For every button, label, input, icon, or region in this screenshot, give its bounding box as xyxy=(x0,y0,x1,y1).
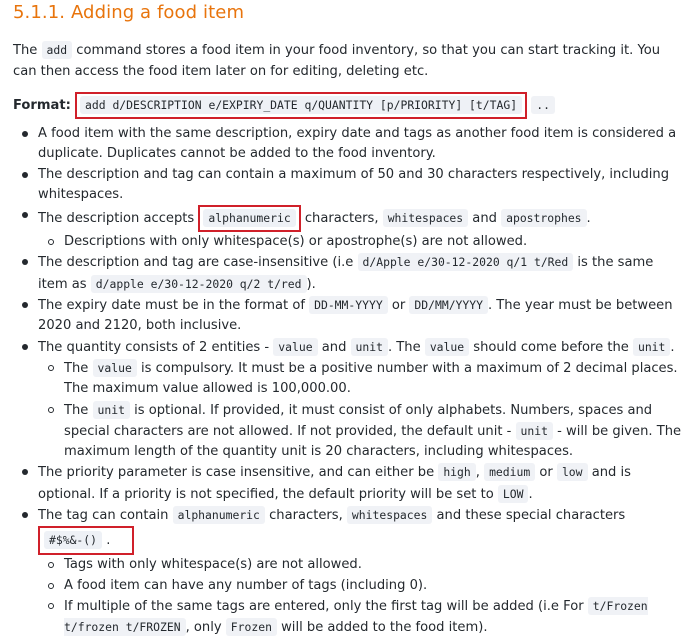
add-command-code: add xyxy=(42,41,73,59)
format-label: Format: xyxy=(13,98,71,113)
sub-list xyxy=(38,555,685,638)
alphanumeric-highlight-box: alphanumeric xyxy=(198,205,300,232)
list-item: The quantity consists of 2 entities - value and unit . The value should come before the unit . The value is compulsory. It must be a positive number with a maximum of 2 decimal places. The maximum value allowed is 100,000.00. The unit is optional. If provided, it must consist of only alphabets. Numbers, spaces and special characters are not allowed. If not provided, the default unit - unit - will be given. The maximum length of the quantity unit is 20 characters, including whitespaces. xyxy=(13,337,685,463)
list-item: The priority parameter is case insensitive, and can either be high , medium or low and is optional. If a priority is not specified, the default priority will be set to LOW . xyxy=(13,462,685,505)
format-line xyxy=(13,92,683,119)
sub-list xyxy=(38,358,685,462)
intro-paragraph: The add command stores a food item in your food inventory, so that you can start tracking it. You can then access the food item later on for editing, deleting etc. xyxy=(13,43,661,79)
rules-list xyxy=(13,124,685,639)
list-item: Tags with only whitespace(s) are not allowed. xyxy=(38,555,685,575)
list-item: The tag can contain alphanumeric characters, whitespaces and these special characters #$%&-() . Tags with only whitespace(s) are not allowed. A food item can have any number of tags (including 0). If multiple of the same tags are entered, only the first tag will be added (i.e For t/Frozen t/frozen t/FROZEN , only Frozen will be added to the food item). xyxy=(13,505,685,638)
list-item: The unit is optional. If provided, it must consist of only alphabets. Numbers, spaces and special characters are not allowed. If not provided, the default unit - unit - will be given. The maximum length of the quantity unit is 20 characters, including whitespaces. xyxy=(38,400,685,463)
format-highlight-box xyxy=(75,92,527,119)
list-item: If multiple of the same tags are entered, only the first tag will be added (i.e For t/Frozen t/frozen t/FROZEN , only Frozen will be added to the food item). xyxy=(38,596,685,639)
special-characters-highlight-box: #$%&-() . xyxy=(38,526,134,555)
list-item: Descriptions with only whitespace(s) or apostrophe(s) are not allowed. xyxy=(38,232,685,252)
list-item: The description accepts alphanumeric characters, whitespaces and apostrophes . Descriptions with only whitespace(s) or apostrophe(s) are not allowed. xyxy=(13,205,685,252)
list-item: The value is compulsory. It must be a positive number with a maximum of 2 decimal places. The maximum value allowed is 100,000.00. xyxy=(38,358,685,400)
list-item: A food item can have any number of tags (including 0). xyxy=(38,576,685,596)
format-trail: .. xyxy=(531,96,555,114)
list-item: A food item with the same description, expiry date and tags as another food item is considered a duplicate. Duplicates cannot be added to the food inventory. xyxy=(13,124,685,165)
list-item: The description and tag are case-insensitive (i.e d/Apple e/30-12-2020 q/1 t/Red is the same item as d/apple e/30-12-2020 q/2 t/red ). xyxy=(13,252,685,295)
format-code: add d/DESCRIPTION e/EXPIRY_DATE q/QUANTITY [p/PRIORITY] [t/TAG] xyxy=(80,96,522,114)
sub-list xyxy=(38,232,685,252)
list-item: The description and tag can contain a maximum of 50 and 30 characters respectively, including whitespaces. xyxy=(13,165,685,206)
list-item: The expiry date must be in the format of DD-MM-YYYY or DD/MM/YYYY . The year must be between 2020 and 2120, both inclusive. xyxy=(13,295,685,337)
page-title: 5.1.1. Adding a food item xyxy=(13,2,245,23)
